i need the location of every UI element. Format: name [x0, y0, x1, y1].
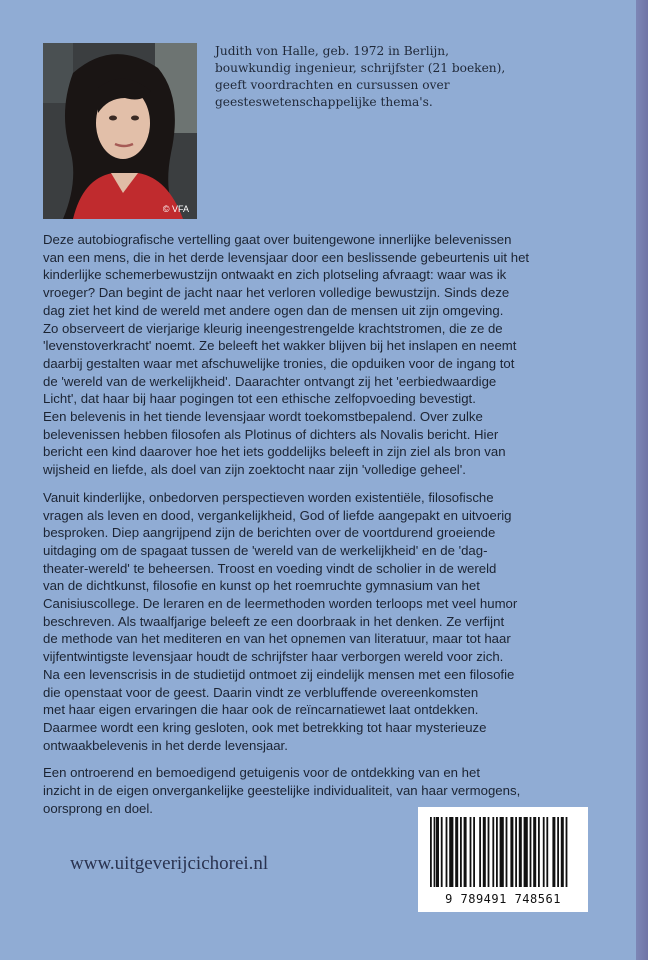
- blurb-paragraph-1: Deze autobiografische vertelling gaat over buitengewone innerlijke belevenissen van een mens, die in het derde levensjaar door een beslissende gebeurtenis uit het kinderlijke schemerbewustzijn ontwaakt en zich plotseling afvraagt: waar was ik vroeger? Dan begint de jacht naar het verloren volledige bewustzijn. Sinds deze dag ziet het kind de wereld met andere ogen dan de mensen uit zijn omgeving. Zo observeert de vierjarige kleurig ineengestrengelde krachtstromen, die ze de 'levenstoverkracht' noemt. Ze beleeft het wakker blijven bij het inslapen en neemt daarbij gestalten waar met afschuwelijke tronies, die opduiken voor de ingang tot de 'wereld van de werkelijkheid'. Daarachter ontvangt zij het 'eerbiedwaardige Licht', dat haar bij haar pogingen tot een ethische zelfopvoeding bevestigt. Een belevenis in het tiende levensjaar wordt toekomstbepalend. Over zulke belevenissen hebben filosofen als Plotinus of dichters als Novalis bericht. Hier bericht een kind daarover hoe het iets goddelijks beleeft in zijn ziel als bron van wijsheid en liefde, als doel van zijn zoektocht naar zijn 'volledige geheel'.: [43, 232, 530, 478]
- publisher-website[interactable]: www.uitgeverijcichorei.nl: [70, 853, 269, 874]
- barcode-bar: [530, 817, 532, 887]
- barcode-bar: [455, 817, 458, 887]
- barcode-bar: [460, 817, 462, 887]
- barcode-bar: [515, 817, 517, 887]
- blurb-paragraph-2: Vanuit kinderlijke, onbedorven perspectieven worden existentiële, filosofische vragen als leven en dood, vergankelijkheid, God of liefde aangepakt en uitvoerig besproken. Diep aangrijpend zijn de berichten over de voortdurend groeiende uitdaging om de spagaat tussen de 'wereld van de werkelijkheid' en de 'dag- theater-wereld' te beheersen. Troost en voeding vindt de scholier in de wereld van de dichtkunst, filosofie en kunst op het roemruchte gymnasium van het Canisiuscollege. De leraren en de leermethoden worden terloops met veel humor beschreven. Als twaalfjarige beleeft ze een doorbraak in het denken. Ze verfijnt de methode van het mediteren en van het opnemen van literatuur, maar tot haar vijfentwintigste levensjaar houdt de schrijfster haar verborgen wereld voor zich. Na een levenscrisis in de studietijd ontmoet zij eindelijk mensen met een filosofie die openstaat voor de geest. Daarin vindt ze verbluffende overeenkomsten met haar eigen ervaringen die haar ook de reïncarnatiewet laat ontdekken. Daarmee wordt een kring gesloten, ook met betrekking tot haar mysterieuze ontwaakbelevenis in het derde levensjaar.: [43, 489, 518, 753]
- barcode-bar: [538, 817, 540, 887]
- blurb-paragraph-3: Een ontroerend en bemoedigend getuigenis voor de ontdekking van en het inzicht in de eigen onvergankelijke geestelijke individualiteit, van haar vermogens, oorsprong en doel.: [43, 765, 521, 816]
- barcode-bar: [441, 817, 443, 887]
- barcode-bar: [434, 817, 436, 887]
- barcode-bar: [546, 817, 548, 887]
- barcode-bar: [483, 817, 486, 887]
- barcode-bar: [473, 817, 475, 887]
- spine-edge: [636, 0, 648, 960]
- photo-credit: © VFA: [162, 204, 189, 214]
- barcode-bar: [510, 817, 513, 887]
- barcode-bar: [492, 817, 494, 887]
- barcode-bar: [561, 817, 564, 887]
- barcode-bar: [449, 817, 453, 887]
- barcode-bar: [500, 817, 504, 887]
- barcode-bar: [446, 817, 448, 887]
- barcode-bar: [557, 817, 559, 887]
- barcode-bar: [470, 817, 472, 887]
- author-bio: Judith von Halle, geb. 1972 in Berlijn, bouwkundig ingenieur, schrijfster (21 boeken), geeft voordrachten en cursussen over geesteswetenschappelijke thema's.: [215, 44, 506, 109]
- barcode-bar: [533, 817, 536, 887]
- barcode-bar: [543, 817, 545, 887]
- barcode-bar: [506, 817, 508, 887]
- author-photo: [43, 43, 197, 219]
- barcode-bar: [436, 817, 439, 887]
- barcode-bar: [566, 817, 568, 887]
- barcode-bar: [552, 817, 555, 887]
- author-portrait-image: [43, 43, 197, 219]
- barcode-bar: [488, 817, 490, 887]
- barcode-bar: [479, 817, 481, 887]
- barcode-bar: [519, 817, 522, 887]
- barcode-bars: [428, 817, 578, 887]
- isbn-barcode: [418, 807, 588, 912]
- barcode-bar: [524, 817, 528, 887]
- barcode-bar: [464, 817, 467, 887]
- isbn-number: 9 789491 748561: [445, 892, 561, 906]
- barcode-bar: [430, 817, 432, 887]
- blurb-text: [43, 231, 625, 828]
- barcode-bar: [496, 817, 498, 887]
